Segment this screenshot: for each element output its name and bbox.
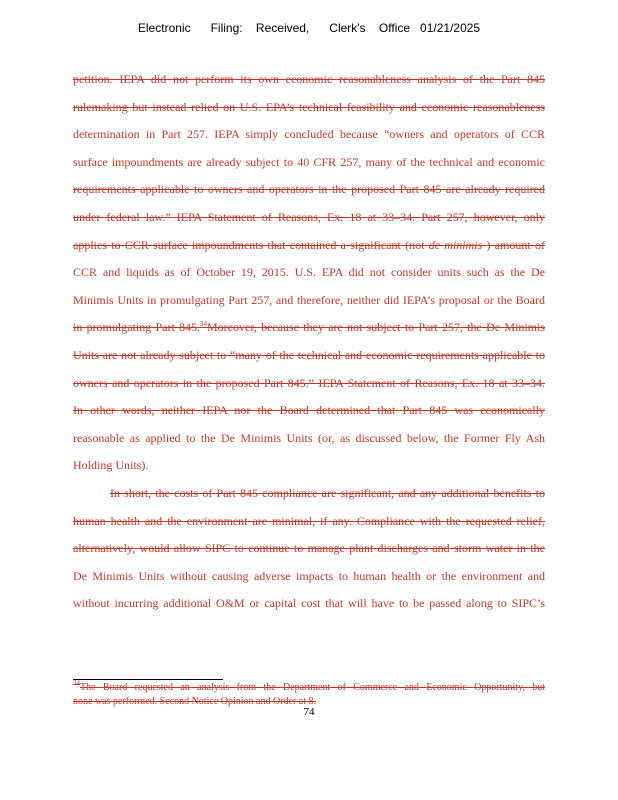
text-line xyxy=(73,594,545,622)
text-line xyxy=(73,539,545,567)
text-line xyxy=(73,125,545,153)
line-text: requirements applicable to owners and operators in the proposed Part 845 are already required xyxy=(73,182,545,197)
text-line xyxy=(73,429,545,457)
footnote-reference: 34 xyxy=(200,320,208,329)
line-text: In other words, neither IEPA nor the Board determined that Part 845 was economically xyxy=(73,403,545,418)
text-line xyxy=(73,484,545,512)
line-text: reasonable as applied to the De Minimis Units (or, as discussed below, the Former Fly Ash xyxy=(73,430,545,445)
footnote-marker: 34 xyxy=(73,679,80,687)
document-body xyxy=(73,70,545,622)
text-line xyxy=(73,153,545,181)
line-text: surface impoundments are already subject to 40 CFR 257, many of the technical and economic xyxy=(73,154,545,169)
text-line xyxy=(73,401,545,429)
text-line xyxy=(73,208,545,236)
italic-term: de minimis xyxy=(428,237,483,252)
line-text: under federal law.” IEPA Statement of Reasons, Ex. 18 at 33–34. Part 257, however, only xyxy=(73,209,545,224)
line-text: applies to CCR surface impoundments that contained a significant (not xyxy=(73,237,425,252)
text-line xyxy=(73,318,545,346)
footnote-text: none was performed. Second Notice Opinion and Order at 8. xyxy=(73,696,316,707)
text-line xyxy=(73,98,545,126)
line-text: De Minimis Units without causing adverse impacts to human health or the environment and xyxy=(73,568,545,583)
text-line xyxy=(73,567,545,595)
text-line xyxy=(73,236,545,264)
text-line xyxy=(73,512,545,540)
line-text: In short, the costs of Part 845 compliance are significant, and any additional benefits to xyxy=(110,485,545,500)
line-text: rulemaking but instead relied on U.S. EPA’s technical feasibility and economic reasonableness xyxy=(73,99,545,114)
line-text: in promulgating Part 845. xyxy=(73,320,201,335)
text-line xyxy=(73,263,545,291)
line-text-continued: Moreover, because they are not subject to Part 257, the De Minimis xyxy=(207,320,545,335)
line-text: Units are not already subject to “many of the technical and economic requirements applicable to xyxy=(73,347,545,362)
footnote-divider xyxy=(73,679,223,680)
text-line xyxy=(73,180,545,208)
text-line xyxy=(73,456,545,484)
line-text-continued: ) amount of xyxy=(486,237,546,252)
line-text: determination in Part 257. IEPA simply concluded because “owners and operators of CCR xyxy=(73,127,545,142)
line-text: human health and the environment are minimal, if any. Compliance with the requested relief, xyxy=(73,513,545,528)
text-line xyxy=(73,70,545,98)
line-text: Minimis Units in promulgating Part 257, and therefore, neither did IEPA’s proposal or the Board xyxy=(73,292,545,307)
line-text: Holding Units). xyxy=(73,458,149,473)
line-text: without incurring additional O&M or capital cost that will have to be passed along to SIPC’s xyxy=(73,596,545,611)
text-line xyxy=(73,291,545,319)
line-text: CCR and liquids as of October 19, 2015. U.S. EPA did not consider units such as the De xyxy=(73,265,545,280)
line-text: owners and operators in the proposed Part 845.” IEPA Statement of Reasons, Ex. 18 at 33–34. xyxy=(73,375,545,390)
text-line xyxy=(73,374,545,402)
text-line xyxy=(73,346,545,374)
efiling-header: Electronic Filing: Received, Clerk's Office 01/21/2025 xyxy=(137,21,481,35)
footnote-line xyxy=(73,681,545,695)
footnote-section xyxy=(73,681,545,709)
line-text: alternatively, would allow SIPC to continue to manage plant discharges and storm water in the xyxy=(73,541,545,556)
line-text: petition. IEPA did not perform its own economic reasonableness analysis of the Part 845 xyxy=(73,72,545,86)
page-number: 74 xyxy=(303,706,315,718)
footnote-text: The Board requested an analysis from the Department of Commerce and Economic Opportunity, but xyxy=(80,682,545,693)
